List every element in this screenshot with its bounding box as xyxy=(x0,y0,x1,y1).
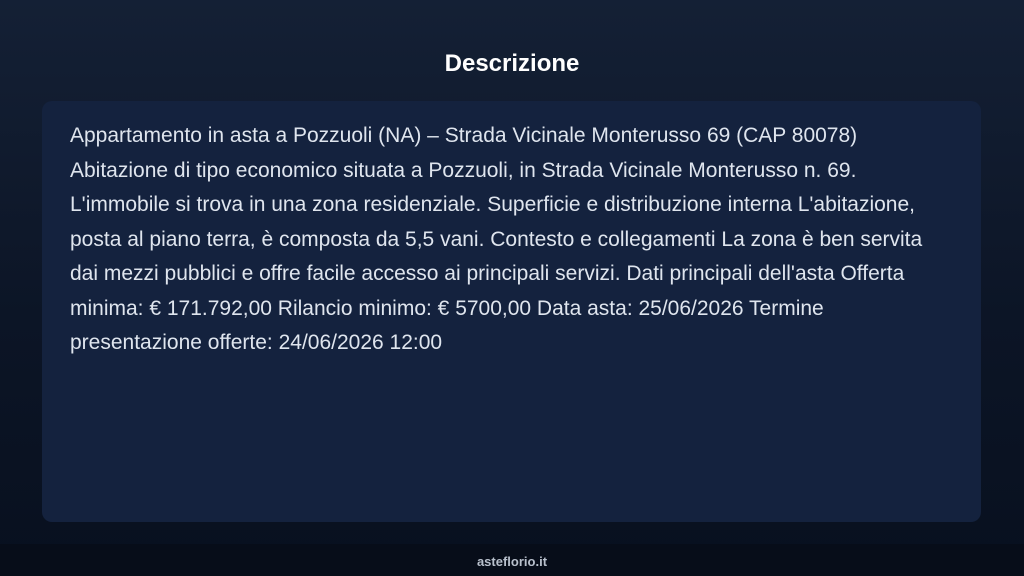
page-title: Descrizione xyxy=(444,50,580,77)
footer-bar xyxy=(0,544,1024,576)
footer-site-label: asteflorio.it xyxy=(476,554,548,569)
description-text: Appartamento in asta a Pozzuoli (NA) – Strada Vicinale Monterusso 69 (CAP 80078) Abitazione di tipo economico situata a Pozzuoli, in Strada Vicinale Monterusso n. 69. L'immobile si trova in una zona residenziale. Superficie e distribuzione interna L'abitazione, posta al piano terra, è composta da 5,5 vani. Contesto e collegamenti La zona è ben servita dai mezzi pubblici e offre facile accesso ai principali servizi. Dati principali dell'asta Offerta minima: € 171.792,00 Rilancio minimo: € 5700,00 Data asta: 25/06/2026 Termine presentazione offerte: 24/06/2026 12:00 xyxy=(70,124,923,354)
description-card xyxy=(42,101,981,522)
